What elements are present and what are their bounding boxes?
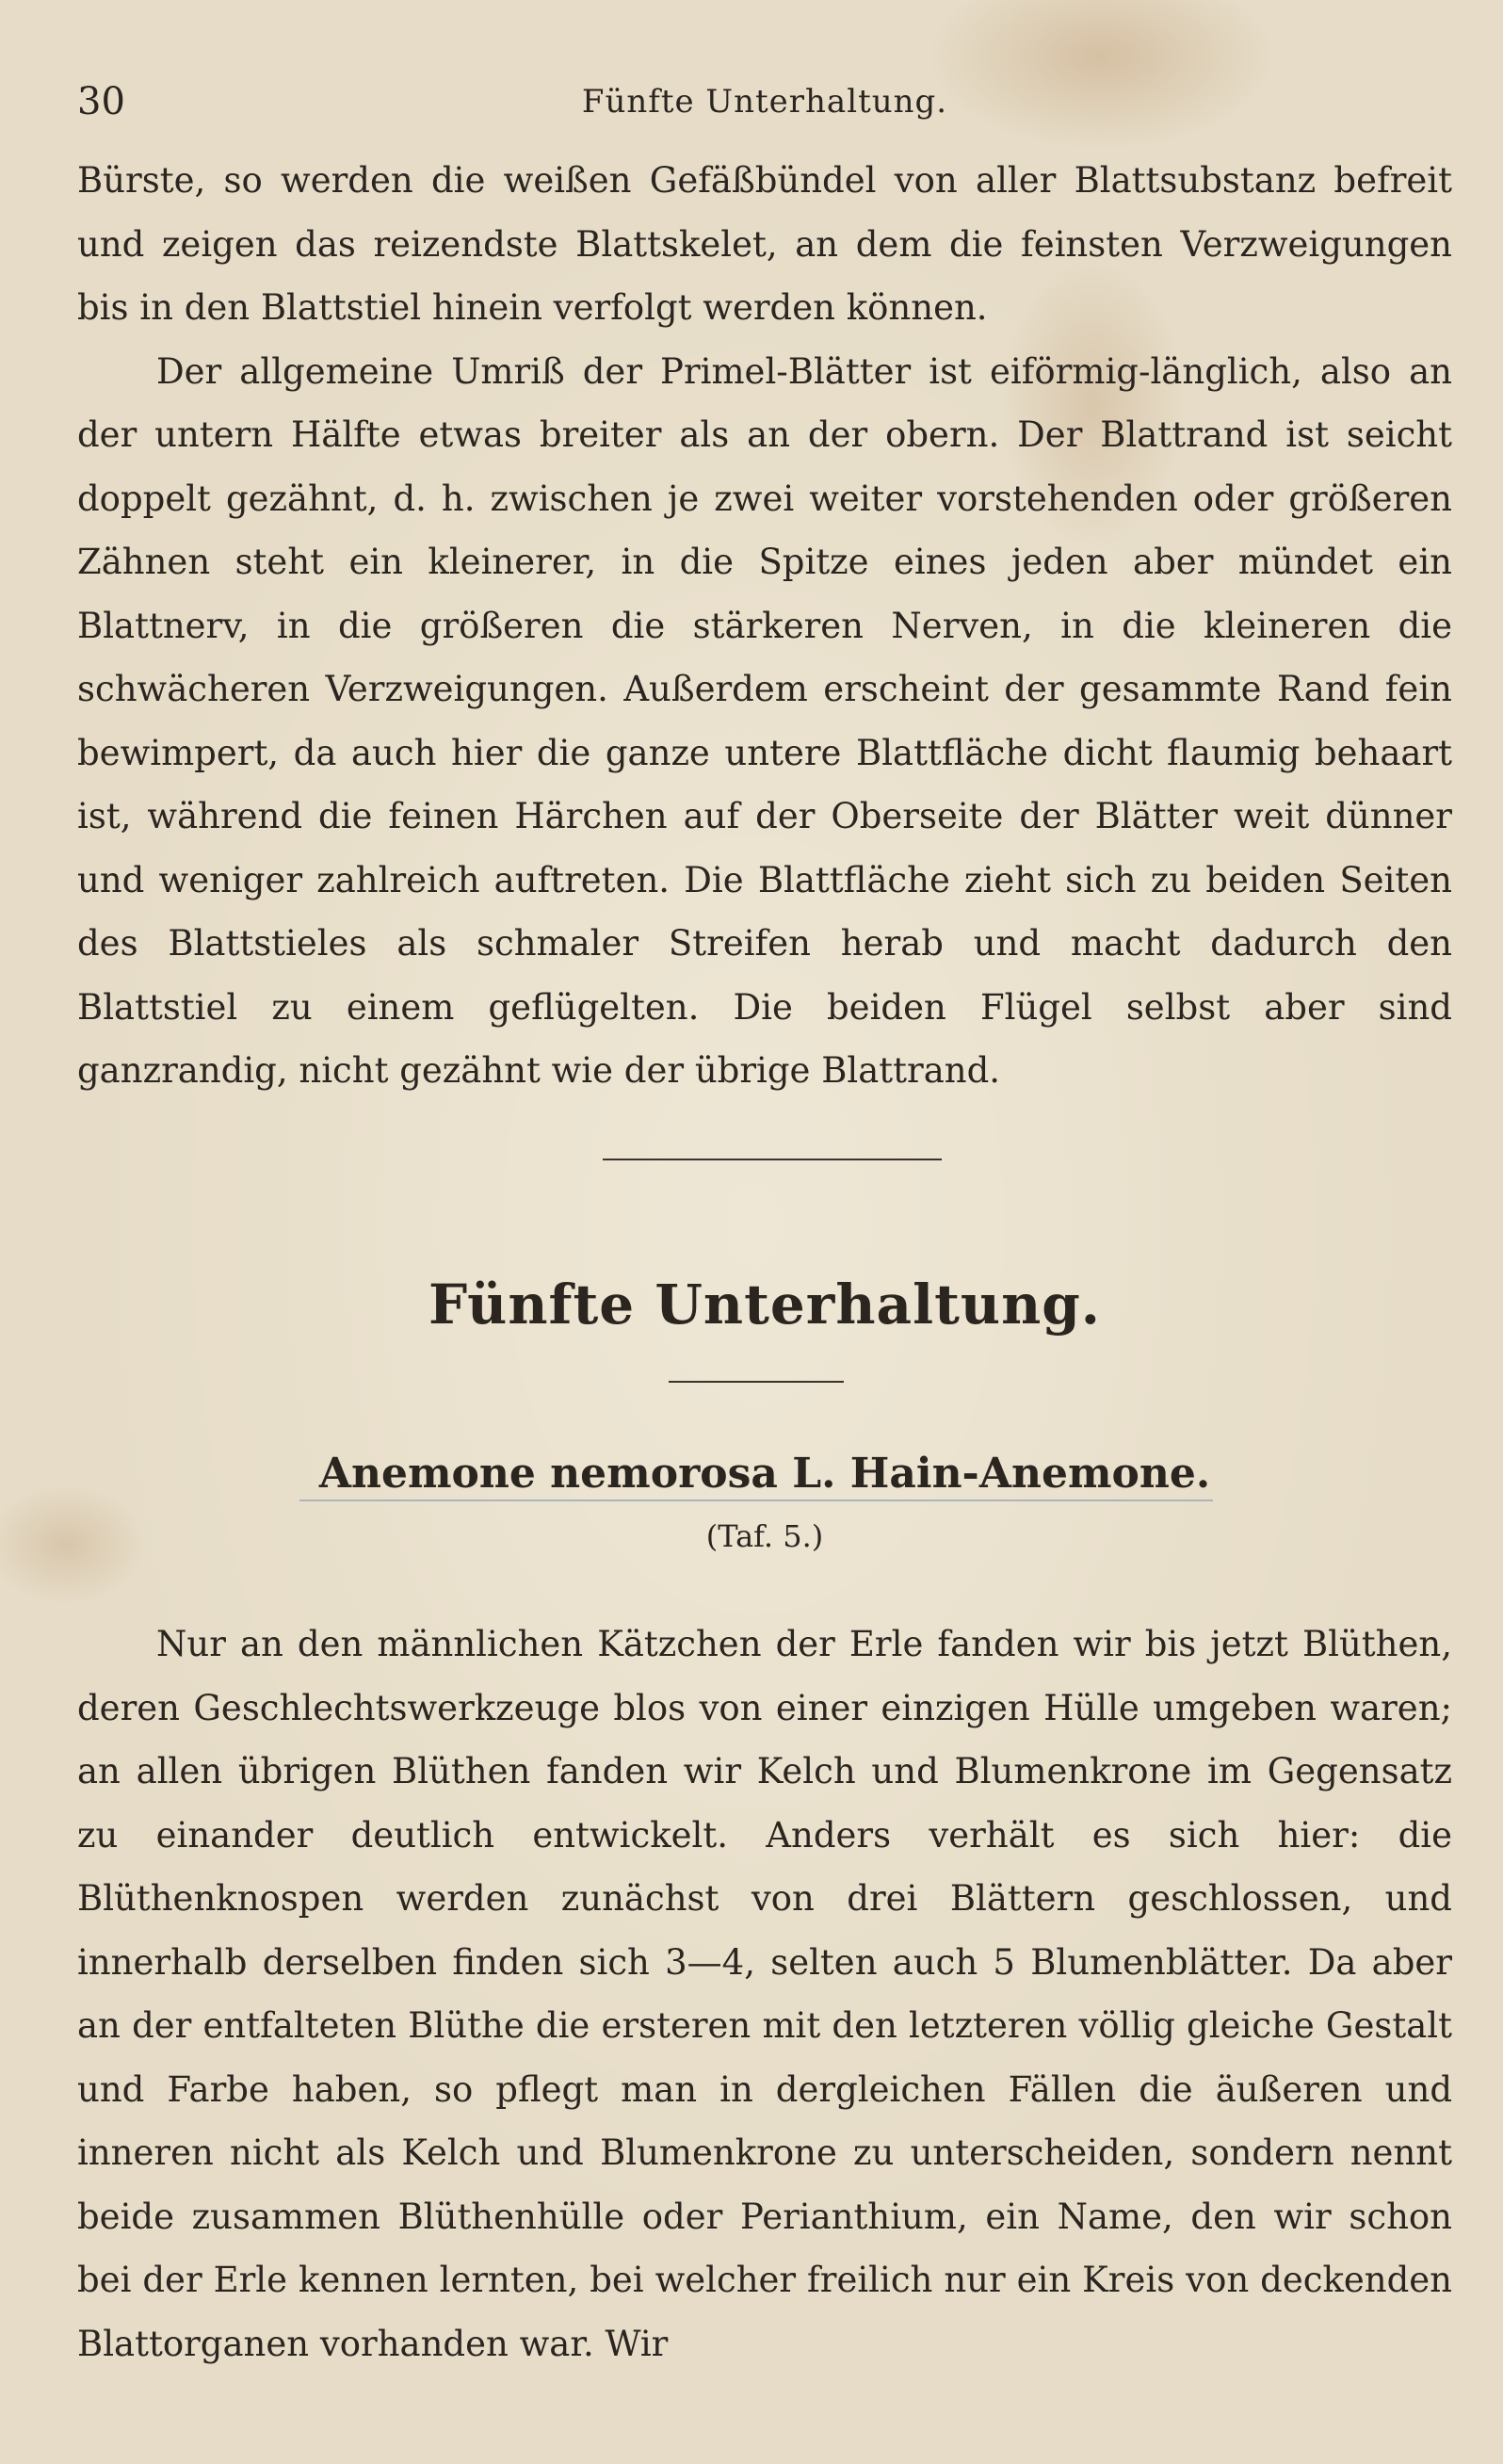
plate-reference: (Taf. 5.) [705,1518,824,1554]
running-head: Fünfte Unterhaltung. [581,83,948,121]
section-divider-rule [603,1159,942,1160]
title-rule [669,1381,844,1383]
chapter-title: Fünfte Unterhaltung. [428,1273,1101,1337]
page-number: 30 [77,80,125,123]
species-title: Anemone nemorosa L. Hain-Anemone. [318,1450,1211,1498]
section-2-text [77,1613,1452,2375]
paragraph: Bürste, so werden die weißen Gefäßbündel von aller Blattsubstanz befreit und zeigen das reizendste Blattskelet, an dem die feinsten Verzweigungen bis in den Blattstiel hinein verfolgt werden können. [77,160,1452,328]
paragraph: Nur an den männlichen Kätzchen der Erle fanden wir bis jetzt Blüthen, deren Geschlechtswerkzeuge blos von einer einzigen Hülle umgeben waren; an allen übrigen Blüthen fanden wir Kelch und Blumenkrone im Gegensatz zu einander deutlich entwickelt. Anders verhält es sich hier: die Blüthenknospen werden zunächst von drei Blättern geschlossen, und innerhalb derselben finden sich 3—4, selten auch 5 Blumenblätter. Da aber an der entfalteten Blüthe die ersteren mit den letzteren völlig gleiche Gestalt und Farbe haben, so pflegt man in dergleichen Fällen die äußeren und inneren nicht als Kelch und Blumenkrone zu unterscheiden, sondern nennt beide zusammen Blüthenhülle oder Perianthium, ein Name, den wir schon bei der Erle kennen lernten, bei welcher freilich nur ein Kreis von deckenden Blattorganen vorhanden war. Wir [77,1624,1452,2364]
paragraph: Der allgemeine Umriß der Primel-Blätter ist eiförmig-länglich, also an der untern Hälfte etwas breiter als an der obern. Der Blattrand ist seicht doppelt gezähnt, d. h. zwischen je zwei weiter vorstehenden oder größeren Zähnen steht ein kleinerer, in die Spitze eines jeden aber mündet ein Blattnerv, in die größeren die stärkeren Nerven, in die kleineren die schwächeren Verzweigungen. Außerdem erscheint der gesammte Rand fein bewimpert, da auch hier die ganze untere Blattfläche dicht flaumig behaart ist, während die feinen Härchen auf der Oberseite der Blätter weit dünner und weniger zahlreich auftreten. Die Blattfläche zieht sich zu beiden Seiten des Blattstieles als schmaler Streifen herab und macht dadurch den Blattstiel zu einem geflügelten. Die beiden Flügel selbst aber sind ganzrandig, nicht gezähnt wie der übrige Blattrand. [77,350,1452,1091]
species-title-underline [299,1499,1213,1501]
section-1-text [77,149,1452,1103]
page-header [77,73,1452,130]
